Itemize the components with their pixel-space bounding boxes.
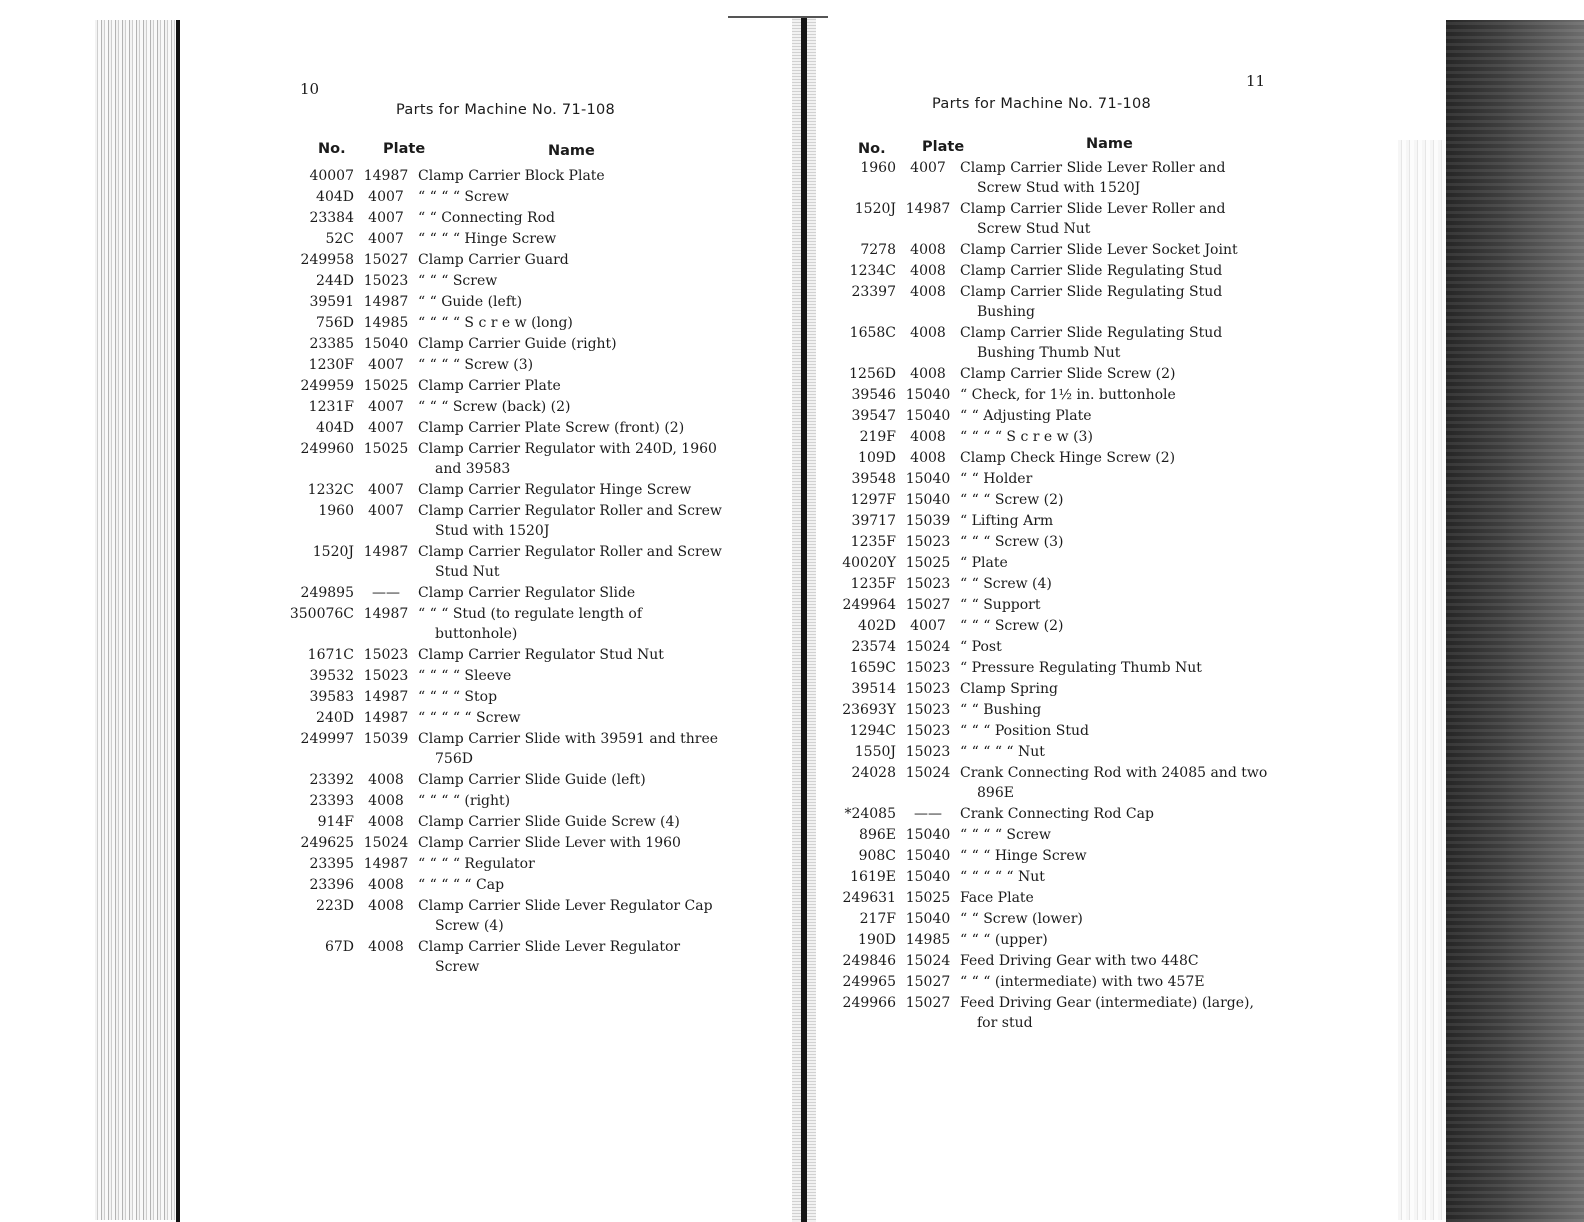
- plate-number: 15027: [905, 597, 951, 613]
- part-number: 1297F: [850, 492, 896, 508]
- part-name: Clamp Carrier Regulator Roller and Screw Stud Nut: [418, 544, 722, 580]
- part-name: “ “ Adjusting Plate: [960, 408, 1092, 424]
- part-number: 39583: [309, 689, 354, 705]
- plate-number: 15023: [905, 534, 951, 550]
- plate-number: 4008: [368, 877, 404, 893]
- part-name: “ “ “ Stud (to regulate length of buttonhole): [418, 606, 643, 642]
- table-row: [258, 770, 725, 790]
- part-name: Crank Connecting Rod with 24085 and two 896E: [960, 765, 1268, 801]
- table-row: [802, 846, 1272, 866]
- part-name: Clamp Carrier Regulator Slide: [418, 585, 636, 601]
- plate-number: 15027: [363, 252, 409, 268]
- part-number: 240D: [316, 710, 354, 726]
- table-row: [802, 700, 1272, 720]
- part-name: Clamp Carrier Slide Regulating Stud Bushing Thumb Nut: [960, 325, 1223, 361]
- part-number: 350076C: [289, 606, 354, 622]
- part-name: “ “ “ Screw (back) (2): [418, 399, 571, 415]
- table-row: [258, 480, 725, 500]
- part-name: “ “ “ “ S c r e w (long): [418, 315, 573, 331]
- part-number: 249964: [842, 597, 896, 613]
- plate-number: 4008: [368, 939, 404, 955]
- part-name: Clamp Carrier Plate Screw (front) (2): [418, 420, 685, 436]
- part-number: 249997: [300, 731, 354, 747]
- part-name: “ “ “ “ (right): [418, 793, 511, 809]
- plate-number: 15023: [905, 660, 951, 676]
- plate-number: 15024: [905, 639, 951, 655]
- part-name: Clamp Carrier Guide (right): [418, 336, 617, 352]
- plate-number: 15040: [905, 471, 951, 487]
- plate-number: 15040: [905, 911, 951, 927]
- part-name: Clamp Carrier Guard: [418, 252, 569, 268]
- part-name: “ “ “ “ Screw (3): [418, 357, 534, 373]
- part-name: “ “ “ “ “ Screw: [418, 710, 521, 726]
- plate-number: 15024: [363, 835, 409, 851]
- table-row: [258, 708, 725, 728]
- table-row: [258, 791, 725, 811]
- part-name: “ “ “ (intermediate) with two 457E: [960, 974, 1205, 990]
- table-row: [802, 385, 1272, 405]
- part-name: Clamp Carrier Block Plate: [418, 168, 605, 184]
- plate-number: 14987: [363, 294, 409, 310]
- plate-number: 15040: [905, 869, 951, 885]
- page-edge-left: [95, 20, 180, 1220]
- part-name: “ Check, for 1½ in. buttonhole: [960, 387, 1176, 403]
- plate-number: 15039: [363, 731, 409, 747]
- table-row: [258, 397, 725, 417]
- part-name: “ “ “ Screw (2): [960, 492, 1064, 508]
- table-row: [802, 742, 1272, 762]
- plate-number: 15039: [905, 513, 951, 529]
- part-number: 249625: [300, 835, 354, 851]
- part-name: “ “ Screw (lower): [960, 911, 1083, 927]
- part-number: 249959: [300, 378, 354, 394]
- left-page-number: 10: [300, 80, 320, 98]
- part-number: 404D: [316, 420, 354, 436]
- part-number: 67D: [324, 939, 354, 955]
- part-name: “ “ “ “ “ Nut: [960, 744, 1045, 760]
- plate-number: 15040: [905, 848, 951, 864]
- plate-number: 4008: [910, 429, 946, 445]
- plate-number: 4008: [368, 814, 404, 830]
- part-number: 52C: [325, 231, 354, 247]
- plate-number: 4008: [910, 263, 946, 279]
- part-number: 249958: [300, 252, 354, 268]
- table-row: [802, 364, 1272, 384]
- part-number: 1230F: [308, 357, 354, 373]
- plate-number: 4008: [368, 772, 404, 788]
- part-number: 23385: [309, 336, 354, 352]
- table-row: [802, 888, 1272, 908]
- part-name: Clamp Carrier Plate: [418, 378, 561, 394]
- part-name: “ “ Holder: [960, 471, 1033, 487]
- table-row: [258, 292, 725, 312]
- part-number: 1234C: [849, 263, 896, 279]
- part-name: Clamp Carrier Slide with 39591 and three 756D: [418, 731, 719, 767]
- plate-number: 4007: [368, 357, 404, 373]
- part-number: 39547: [851, 408, 896, 424]
- left-header-plate: Plate: [383, 141, 426, 157]
- part-name: “ “ “ Hinge Screw: [960, 848, 1087, 864]
- part-name: Face Plate: [960, 890, 1034, 906]
- plate-number: 14987: [363, 856, 409, 872]
- table-row: [258, 687, 725, 707]
- plate-number: 15023: [905, 576, 951, 592]
- plate-number: 4007: [368, 399, 404, 415]
- plate-number: 15027: [905, 995, 951, 1011]
- part-name: “ “ Screw (4): [960, 576, 1052, 592]
- part-number: 39591: [309, 294, 354, 310]
- part-number: 404D: [316, 189, 354, 205]
- table-row: [258, 583, 725, 603]
- table-row: [258, 250, 725, 270]
- plate-number: 14987: [363, 544, 409, 560]
- part-name: “ “ “ Position Stud: [960, 723, 1089, 739]
- table-row: [258, 187, 725, 207]
- part-name: Feed Driving Gear (intermediate) (large), for stud: [960, 995, 1254, 1031]
- table-row: [802, 679, 1272, 699]
- part-number: 908C: [858, 848, 896, 864]
- plate-number: 15023: [363, 668, 409, 684]
- plate-number: 15025: [363, 378, 409, 394]
- table-row: [802, 511, 1272, 531]
- part-number: 249895: [300, 585, 354, 601]
- plate-number: 4008: [910, 450, 946, 466]
- plate-number: 4008: [910, 242, 946, 258]
- plate-number: 4008: [368, 793, 404, 809]
- part-number: 23392: [309, 772, 354, 788]
- part-name: Clamp Carrier Regulator Roller and Screw Stud with 1520J: [418, 503, 722, 539]
- part-name: Clamp Carrier Slide Screw (2): [960, 366, 1176, 382]
- plate-number: ——: [914, 806, 942, 822]
- part-number: 249966: [842, 995, 896, 1011]
- part-number: 1256D: [849, 366, 896, 382]
- part-name: “ “ “ Screw: [418, 273, 498, 289]
- part-name: “ “ “ Screw (3): [960, 534, 1064, 550]
- plate-number: 15040: [905, 827, 951, 843]
- part-name: Clamp Carrier Regulator Stud Nut: [418, 647, 664, 663]
- part-name: Clamp Carrier Slide Lever Roller and Screw Stud Nut: [960, 201, 1226, 237]
- part-number: 1658C: [849, 325, 896, 341]
- right-header-plate: Plate: [922, 139, 965, 155]
- plate-number: 4007: [368, 482, 404, 498]
- page-edge-left-line: [176, 20, 180, 1222]
- part-number: 249846: [842, 953, 896, 969]
- table-row: [802, 240, 1272, 260]
- plate-number: 4007: [910, 160, 946, 176]
- part-number: 23574: [851, 639, 896, 655]
- plate-number: 4008: [910, 284, 946, 300]
- part-number: 1671C: [307, 647, 354, 663]
- table-row: [802, 553, 1272, 573]
- part-number: 1520J: [312, 544, 354, 560]
- part-name: Clamp Carrier Slide Lever Roller and Screw Stud with 1520J: [960, 160, 1226, 196]
- plate-number: 4007: [368, 189, 404, 205]
- part-number: 249631: [842, 890, 896, 906]
- table-row: [802, 825, 1272, 845]
- table-row: [802, 427, 1272, 447]
- plate-number: 15025: [905, 890, 951, 906]
- table-row: [258, 729, 725, 769]
- left-header-name: Name: [548, 143, 595, 159]
- part-number: 109D: [858, 450, 896, 466]
- part-number: 896E: [859, 827, 896, 843]
- table-row: [802, 532, 1272, 552]
- table-row: [258, 376, 725, 396]
- part-number: 23384: [309, 210, 354, 226]
- table-row: [258, 334, 725, 354]
- part-number: 1520J: [854, 201, 896, 217]
- part-name: Clamp Carrier Regulator Hinge Screw: [418, 482, 692, 498]
- table-row: [802, 637, 1272, 657]
- plate-number: 4007: [368, 420, 404, 436]
- part-name: “ Lifting Arm: [960, 513, 1054, 529]
- right-header-name: Name: [1086, 136, 1133, 152]
- table-row: [258, 937, 725, 977]
- plate-number: 4008: [368, 898, 404, 914]
- part-name: Clamp Carrier Slide Lever Regulator Cap Screw (4): [418, 898, 713, 934]
- part-name: “ “ Guide (left): [418, 294, 523, 310]
- part-name: Clamp Carrier Slide Lever Regulator Screw: [418, 939, 681, 975]
- part-name: Clamp Carrier Slide Regulating Stud Bushing: [960, 284, 1223, 320]
- page-edge-right-light: [1398, 140, 1446, 1220]
- table-row: [258, 833, 725, 853]
- plate-number: 15023: [905, 744, 951, 760]
- part-name: “ “ “ “ S c r e w (3): [960, 429, 1093, 445]
- part-number: 23393: [309, 793, 354, 809]
- plate-number: 15040: [905, 492, 951, 508]
- table-row: [258, 208, 725, 228]
- part-name: “ Post: [960, 639, 1002, 655]
- part-number: 1619E: [850, 869, 896, 885]
- table-row: [258, 812, 725, 832]
- table-row: [258, 501, 725, 541]
- table-row: [802, 804, 1272, 824]
- plate-number: 15025: [905, 555, 951, 571]
- part-name: “ “ Support: [960, 597, 1041, 613]
- plate-number: 15023: [363, 647, 409, 663]
- part-number: 39546: [851, 387, 896, 403]
- part-number: 402D: [858, 618, 896, 634]
- table-row: [802, 158, 1272, 198]
- part-name: Clamp Carrier Slide Guide Screw (4): [418, 814, 680, 830]
- part-number: 190D: [858, 932, 896, 948]
- plate-number: 15040: [363, 336, 409, 352]
- part-number: 1231F: [308, 399, 354, 415]
- part-number: 223D: [316, 898, 354, 914]
- part-name: “ “ Bushing: [960, 702, 1042, 718]
- plate-number: 4008: [910, 366, 946, 382]
- part-name: Clamp Check Hinge Screw (2): [960, 450, 1176, 466]
- part-name: Clamp Spring: [960, 681, 1058, 697]
- plate-number: 15023: [905, 702, 951, 718]
- table-row: [802, 763, 1272, 803]
- plate-number: 14987: [363, 606, 409, 622]
- table-row: [258, 418, 725, 438]
- table-row: [258, 355, 725, 375]
- table-row: [258, 166, 725, 186]
- table-row: [802, 595, 1272, 615]
- table-row: [802, 469, 1272, 489]
- part-name: “ “ Connecting Rod: [418, 210, 555, 226]
- plate-number: 4007: [368, 231, 404, 247]
- part-name: “ “ “ “ Hinge Screw: [418, 231, 557, 247]
- right-page-title: Parts for Machine No. 71-108: [932, 96, 1152, 112]
- plate-number: ——: [372, 585, 400, 601]
- table-row: [258, 875, 725, 895]
- plate-number: 4008: [910, 325, 946, 341]
- table-row: [258, 439, 725, 479]
- part-number: 217F: [859, 911, 896, 927]
- plate-number: 15025: [363, 441, 409, 457]
- part-name: Clamp Carrier Slide Regulating Stud: [960, 263, 1223, 279]
- left-header-no: No.: [318, 141, 346, 157]
- part-number: 40007: [309, 168, 354, 184]
- part-name: “ “ “ “ Sleeve: [418, 668, 512, 684]
- table-row: [802, 993, 1272, 1033]
- table-row: [802, 261, 1272, 281]
- table-row: [802, 867, 1272, 887]
- part-number: 23396: [309, 877, 354, 893]
- part-number: 40020Y: [842, 555, 896, 571]
- part-name: “ “ “ “ Screw: [418, 189, 509, 205]
- table-row: [802, 199, 1272, 239]
- table-row: [258, 645, 725, 665]
- part-name: Clamp Carrier Slide Guide (left): [418, 772, 646, 788]
- part-name: “ Pressure Regulating Thumb Nut: [960, 660, 1202, 676]
- table-row: [802, 448, 1272, 468]
- plate-number: 4007: [368, 210, 404, 226]
- table-row: [802, 721, 1272, 741]
- part-number: 39717: [851, 513, 896, 529]
- plate-number: 14985: [363, 315, 409, 331]
- table-row: [802, 951, 1272, 971]
- part-number: *24085: [844, 806, 896, 822]
- part-name: Clamp Carrier Slide Lever Socket Joint: [960, 242, 1238, 258]
- part-name: “ “ “ “ Stop: [418, 689, 498, 705]
- table-row: [802, 490, 1272, 510]
- plate-number: 14985: [905, 932, 951, 948]
- part-number: 1235F: [850, 576, 896, 592]
- table-row: [802, 972, 1272, 992]
- part-name: “ “ “ Screw (2): [960, 618, 1064, 634]
- part-number: 1659C: [849, 660, 896, 676]
- part-name: Crank Connecting Rod Cap: [960, 806, 1154, 822]
- part-name: Feed Driving Gear with two 448C: [960, 953, 1199, 969]
- part-name: “ “ “ “ Regulator: [418, 856, 535, 872]
- plate-number: 15024: [905, 765, 951, 781]
- plate-number: 4007: [368, 503, 404, 519]
- table-row: [802, 406, 1272, 426]
- left-page-title: Parts for Machine No. 71-108: [396, 102, 616, 118]
- table-row: [802, 909, 1272, 929]
- part-number: 1232C: [307, 482, 354, 498]
- part-number: 1960: [318, 503, 354, 519]
- table-row: [258, 271, 725, 291]
- plate-number: 14987: [363, 689, 409, 705]
- table-row: [258, 604, 725, 644]
- part-number: 1294C: [849, 723, 896, 739]
- part-name: “ Plate: [960, 555, 1008, 571]
- left-parts-table: [258, 166, 725, 978]
- part-number: 23693Y: [842, 702, 896, 718]
- part-name: “ “ “ “ Screw: [960, 827, 1051, 843]
- part-name: Clamp Carrier Slide Lever with 1960: [418, 835, 681, 851]
- part-number: 7278: [860, 242, 896, 258]
- table-row: [802, 930, 1272, 950]
- part-number: 39532: [309, 668, 354, 684]
- part-name: Clamp Carrier Regulator with 240D, 1960 and 39583: [418, 441, 717, 477]
- plate-number: 14987: [905, 201, 951, 217]
- table-row: [802, 658, 1272, 678]
- table-row: [258, 313, 725, 333]
- part-number: 24028: [851, 765, 896, 781]
- plate-number: 15027: [905, 974, 951, 990]
- part-number: 244D: [316, 273, 354, 289]
- table-row: [802, 323, 1272, 363]
- plate-number: 15023: [905, 681, 951, 697]
- part-number: 756D: [316, 315, 354, 331]
- table-row: [258, 854, 725, 874]
- plate-number: 15040: [905, 408, 951, 424]
- part-name: “ “ “ (upper): [960, 932, 1048, 948]
- right-page-number: 11: [1246, 72, 1266, 90]
- part-number: 1960: [860, 160, 896, 176]
- table-row: [802, 574, 1272, 594]
- part-number: 219F: [859, 429, 896, 445]
- page-edge-right: [1446, 20, 1584, 1222]
- part-name: “ “ “ “ “ Cap: [418, 877, 505, 893]
- plate-number: 15040: [905, 387, 951, 403]
- plate-number: 15023: [905, 723, 951, 739]
- plate-number: 4007: [910, 618, 946, 634]
- plate-number: 15024: [905, 953, 951, 969]
- part-number: 23397: [851, 284, 896, 300]
- part-number: 249965: [842, 974, 896, 990]
- right-header-no: No.: [858, 141, 886, 157]
- part-number: 914F: [317, 814, 354, 830]
- part-number: 23395: [309, 856, 354, 872]
- table-row: [802, 616, 1272, 636]
- part-number: 1235F: [850, 534, 896, 550]
- part-number: 249960: [300, 441, 354, 457]
- plate-number: 14987: [363, 168, 409, 184]
- part-number: 39548: [851, 471, 896, 487]
- table-row: [258, 896, 725, 936]
- table-row: [258, 229, 725, 249]
- table-row: [802, 282, 1272, 322]
- book-spine-top: [728, 16, 828, 18]
- table-row: [258, 542, 725, 582]
- table-row: [258, 666, 725, 686]
- plate-number: 15023: [363, 273, 409, 289]
- right-parts-table: [802, 158, 1272, 1034]
- part-number: 39514: [851, 681, 896, 697]
- plate-number: 14987: [363, 710, 409, 726]
- part-number: 1550J: [854, 744, 896, 760]
- part-name: “ “ “ “ “ Nut: [960, 869, 1045, 885]
